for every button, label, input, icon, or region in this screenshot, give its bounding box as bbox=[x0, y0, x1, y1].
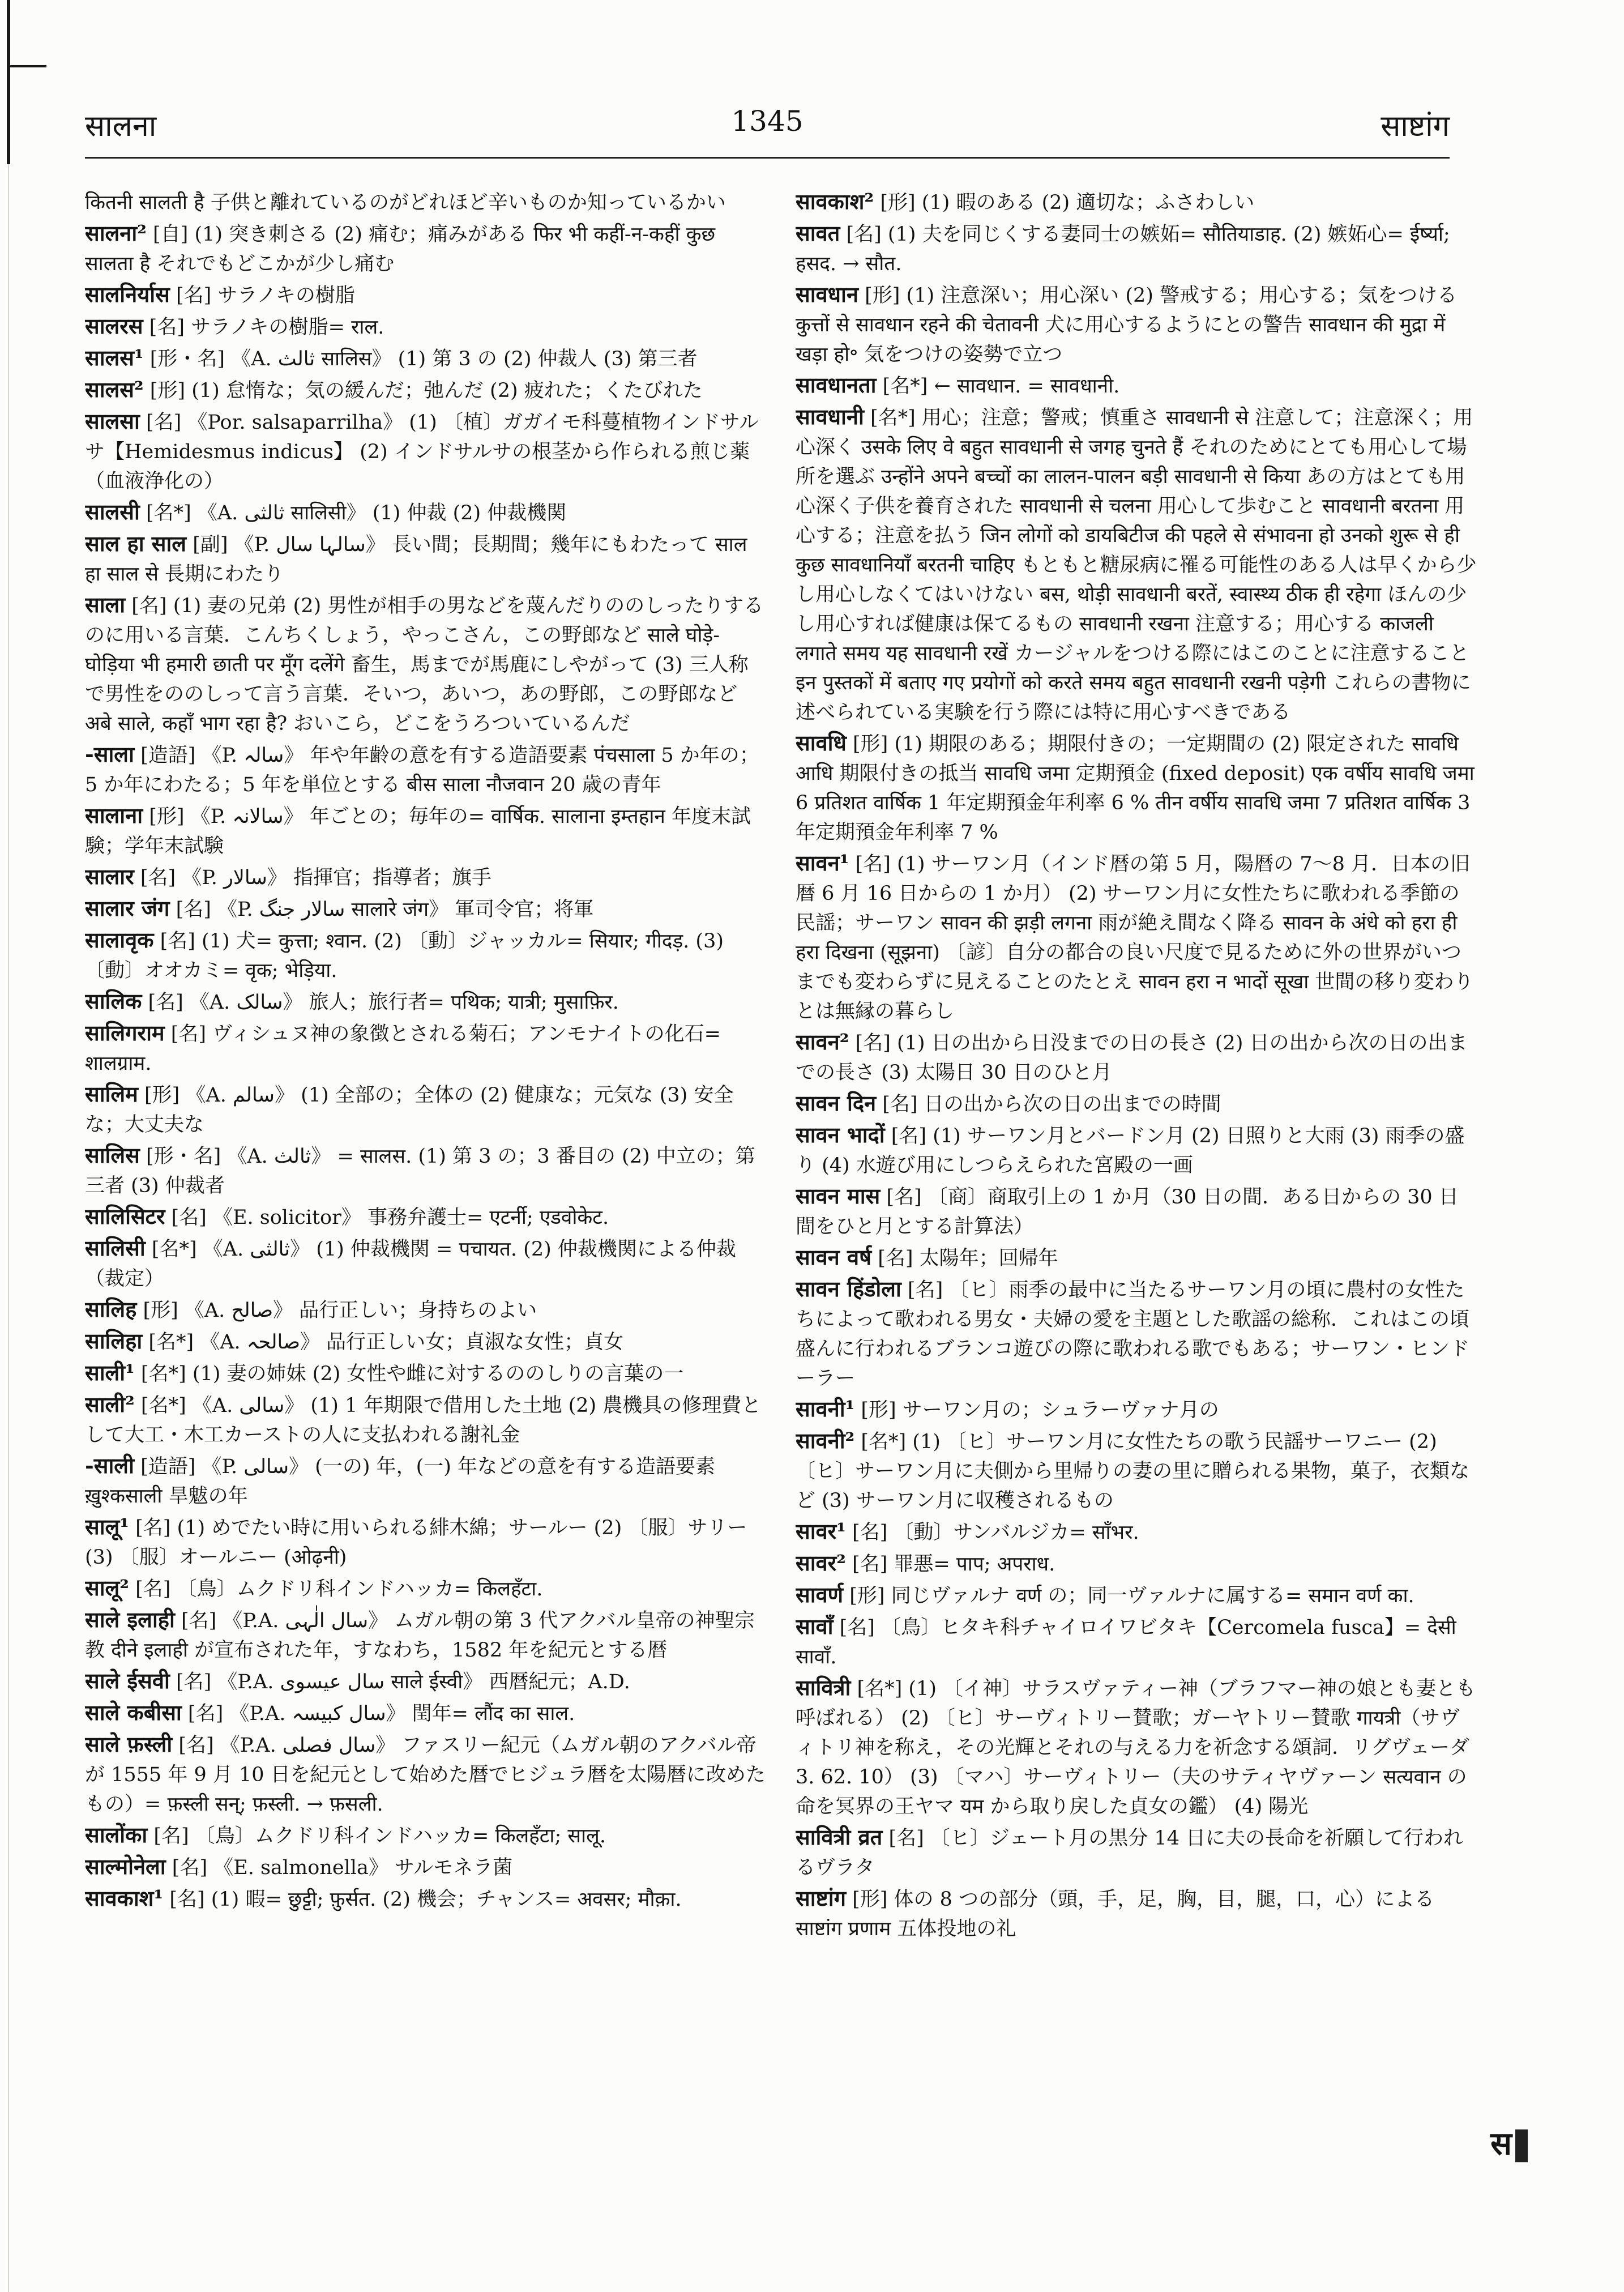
entry-headword: सावधान bbox=[796, 281, 858, 307]
dictionary-entry bbox=[85, 1730, 767, 1819]
entry-definition: [名] (1) サーワン月（インド暦の第 5 月，陽暦の 7〜8 月．日本の旧暦 6 月 16 日からの 1 か月） (2) サーワン月に女性たちに歌われる季節の民謡；サーワン सावन की झड़ी लगना 雨が絶え間なく降る सावन के अंधे को हरा ही हरा दिखना (सूझना) 〔諺〕自分の都合の良い尺度で見るために外の世界がいつまでも変わらずに見えることのたとえ सावन हरा न भादों सूखा 世間の移り変わりとは無縁の暮らし bbox=[796, 853, 1474, 1023]
entry-headword: साले इलाही bbox=[85, 1607, 175, 1632]
entry-headword: सावन दिन bbox=[796, 1090, 877, 1116]
entry-definition: [名*] 《A. ثالثی》 (1) 仲裁機関 = पचायत. (2) 仲裁機関による仲裁（裁定） bbox=[85, 1238, 736, 1290]
dictionary-entry bbox=[85, 1451, 767, 1511]
entry-headword: सावर² bbox=[796, 1550, 846, 1576]
dictionary-entry bbox=[796, 280, 1478, 369]
entry-definition: [名] (1) 日の出から日没までの日の長さ (2) 日の出から次の日の出までの長さ (3) 太陽日 30 日のひと月 bbox=[796, 1032, 1468, 1084]
dictionary-entry bbox=[85, 529, 767, 589]
entry-headword: सावनी² bbox=[796, 1428, 855, 1453]
entry-headword: सावकाश¹ bbox=[85, 1885, 164, 1911]
dictionary-entry bbox=[85, 1326, 767, 1357]
entry-headword: सालोंका bbox=[85, 1822, 148, 1847]
entry-headword: साला bbox=[85, 592, 126, 617]
entry-headword: साली¹ bbox=[85, 1360, 135, 1385]
dictionary-entry bbox=[85, 1358, 767, 1389]
dictionary-entry bbox=[796, 1089, 1478, 1119]
entry-headword: सालरस bbox=[85, 313, 143, 339]
entry-definition: [名] 太陽年；回帰年 bbox=[878, 1247, 1058, 1270]
entry-headword: सावाँ bbox=[796, 1614, 834, 1639]
entry-headword: सालावृक bbox=[85, 927, 154, 953]
entry-definition: [名] 《P.A. سال کبیسہ》 閏年= लौंद का साल. bbox=[187, 1702, 575, 1725]
entry-definition: [形・名] 《A. ثالث》 = सालस. (1) 第 3 の；3 番目の (2) 中立の；第三者 (3) 仲裁者 bbox=[85, 1145, 755, 1197]
dictionary-entry bbox=[85, 801, 767, 861]
entry-headword: सालिह bbox=[85, 1296, 137, 1322]
entry-headword: सावकाश² bbox=[796, 189, 874, 214]
dictionary-entry bbox=[85, 1512, 767, 1572]
dictionary-entry bbox=[796, 1548, 1478, 1579]
entry-definition: [自] (1) 突き刺さる (2) 痛む；痛みがある फिर भी कहीं-न-कहीं कुछ सालता है それでもどこかが少し痛む bbox=[85, 223, 716, 275]
entry-definition: [名*] 《A. صالحہ》 品行正しい女；貞淑な女性；貞女 bbox=[148, 1331, 624, 1354]
entry-headword: सालनिर्यास bbox=[85, 281, 170, 307]
entry-definition: [名] (1) サーワン月とバードン月 (2) 日照りと大雨 (3) 雨季の盛り (4) 水遊び用にしつらえられた宮殿の一画 bbox=[796, 1125, 1465, 1177]
entry-headword: सावन¹ bbox=[796, 850, 849, 876]
dictionary-entry bbox=[85, 1666, 767, 1697]
entry-definition: [名*] 《A. ثالثی सालिसी》 (1) 仲裁 (2) 仲裁機関 bbox=[146, 502, 567, 524]
scan-tick-mark bbox=[7, 65, 46, 67]
entry-headword: सालिस bbox=[85, 1142, 140, 1168]
entry-definition: [名] 日の出から次の日の出までの時間 bbox=[882, 1093, 1221, 1116]
entry-definition: [名] 〔動〕サンバルジカ= साँभर. bbox=[852, 1521, 1139, 1544]
entry-definition: [名] 《E. salmonella》 サルモネラ菌 bbox=[172, 1856, 513, 1879]
entry-definition: [名*] 用心；注意；警戒；慎重さ सावधानी से 注意して；注意深く；用心深く उसके लिए वे बहुत सावधानी से जगह चुनते हैं それのためにとても用心して場所を選ぶ उन्होंने अपने बच्चों का लालन-पालन बड़ी सावधानी से किया あの方はとても用心深く子供を養育された सावधानी से चलना 用心して歩むこと सावधानी बरतना 用心する；注意を払う जिन लोगों को डायबिटीज की पहले से संभावना हो उनको शुरू से ही कुछ सावधानियाँ बरतनी चाहिए もともと糖尿病に罹る可能性のある人は早くから少し用心しなくてはいけない बस, थोड़ी सावधानी बरतें, स्वास्थ्य ठीक ही रहेगा ほんの少し用心すれば健康は保てるもの सावधानी रखना 注意する；用心する काजली लगाते समय यह सावधानी रखें カージャルをつける際にはこのことに注意すること इन पुस्तकों में बताए गए प्रयोगों को करते समय बहुत सावधानी रखनी पड़ेगी これらの書物に述べられている実験を行う際には特に用心すべきである bbox=[796, 407, 1477, 724]
entry-definition: [形] 体の 8 つの部分（頭，手，足，胸，目，腿，口，心）による साष्टांग प्रणाम 五体投地の礼 bbox=[796, 1888, 1435, 1940]
dictionary-entry bbox=[796, 1181, 1478, 1241]
entry-headword: सावधानी bbox=[796, 404, 864, 429]
entry-headword: सालिगराम bbox=[85, 1020, 165, 1045]
entry-definition: [副] 《P. سالہا سال》 長い間；長期間；幾年にもわたって साल हा साल से 長期にわたり bbox=[85, 533, 747, 586]
dictionary-entry bbox=[796, 728, 1478, 847]
entry-headword: सावन मास bbox=[796, 1183, 881, 1209]
entry-definition: [名] 〔鳥〕ムクドリ科インドハッカ= किलहँटा. bbox=[135, 1578, 543, 1600]
entry-definition: [形] 同じヴァルナ वर्ण の；同一ヴァルナに属する= समान वर्ण का. bbox=[849, 1585, 1414, 1607]
entry-headword: सालार bbox=[85, 864, 134, 889]
dictionary-entry bbox=[796, 1580, 1478, 1611]
entry-headword: सालाना bbox=[85, 803, 143, 828]
entry-definition: [名] ヴィシュヌ神の象徴とされる菊石；アンモナイトの化石= शालग्राम. bbox=[85, 1023, 721, 1075]
dictionary-entry bbox=[796, 187, 1478, 217]
dictionary-entry bbox=[85, 1079, 767, 1139]
entry-definition: [名] 〔鳥〕ムクドリ科インドハッカ= किलहँटा; सालू. bbox=[153, 1825, 606, 1847]
dictionary-entry bbox=[85, 925, 767, 985]
dictionary-entry bbox=[796, 848, 1478, 1026]
dictionary-entry bbox=[796, 219, 1478, 279]
dictionary-entry bbox=[85, 1202, 767, 1232]
entry-headword: साली² bbox=[85, 1392, 135, 1417]
entry-definition: [名] 《A. سالک》 旅人；旅行者= पथिक; यात्री; मुसाफ़िर. bbox=[148, 991, 619, 1014]
page-number: 1345 bbox=[731, 105, 804, 138]
dictionary-entry bbox=[85, 1141, 767, 1201]
entry-definition: [名] 〔ヒ〕雨季の最中に当たるサーワン月の頃に農村の女性たちによって歌われる男女・夫婦の愛を主題とした歌謡の総称．これはこの頃盛んに行われるブランコ遊びの際に歌われる歌でもある；サーワン・ヒンドーラー bbox=[796, 1279, 1470, 1390]
entry-headword: सालिक bbox=[85, 988, 142, 1014]
entry-definition: [名] 《P. سالار جنگ सालारे जंग》 軍司令官；将軍 bbox=[176, 898, 594, 921]
header-last-word: साष्टांग bbox=[1381, 109, 1450, 143]
dictionary-entry bbox=[85, 1573, 767, 1604]
entry-definition: [形] 《A. صالح》 品行正しい；身持ちのよい bbox=[143, 1299, 537, 1322]
dictionary-entry bbox=[796, 1884, 1478, 1944]
dictionary-entry bbox=[85, 1234, 767, 1294]
dictionary-entry bbox=[85, 590, 767, 739]
entry-definition: [名] サラノキの樹脂 bbox=[176, 284, 355, 307]
dictionary-entry bbox=[796, 1426, 1478, 1516]
entry-definition: [形] (1) 期限のある；期限付きの；一定期間の (2) 限定された सावधि आधि 期限付きの抵当 सावधि जमा 定期預金 (fixed deposit) एक वर्षीय सावधि जमा 6 प्रतिशत वार्षिक 1 年定期預金年利率 6 % तीन वर्षीय सावधि जमा 7 प्रतिशत वार्षिक 3 年定期預金年利率 7 % bbox=[796, 733, 1475, 844]
entry-definition: [名] (1) 夫を同じくする妻同士の嫉妬= सौतियाडाह. (2) 嫉妬心= ईर्ष्या; हसद. → सौत. bbox=[796, 223, 1450, 275]
dictionary-entry bbox=[796, 1673, 1478, 1821]
entry-headword: सालिम bbox=[85, 1081, 138, 1107]
entry-headword: साले फ़स्ली bbox=[85, 1731, 173, 1757]
entry-headword: सावधि bbox=[796, 730, 847, 756]
entry-definition: [形] (1) 怠惰な；気の緩んだ；弛んだ (2) 疲れた；くたびれた bbox=[149, 379, 703, 402]
dictionary-entry bbox=[796, 370, 1478, 401]
entry-definition: [名] 〔鳥〕ヒタキ科チャイロイワビタキ【Cercomela fusca】= देसी सावाँ. bbox=[796, 1616, 1456, 1668]
entry-headword: सावर¹ bbox=[796, 1518, 846, 1544]
entry-headword: सावित्री व्रत bbox=[796, 1824, 883, 1850]
entry-definition: [名] 《P.A. سال فصلی》 ファスリー紀元（ムガル朝のアクバル帝が 1555 年 9 月 10 日を紀元として始めた暦でヒジュラ暦を太陽暦に改めたもの）= फ़स्ली सन्; फ़स्ली. → फ़सली. bbox=[85, 1734, 766, 1816]
entry-headword: साल्मोनेला bbox=[85, 1854, 166, 1879]
right-column bbox=[796, 187, 1478, 2237]
dictionary-entry bbox=[85, 1852, 767, 1883]
entry-definition: [名] 〔商〕商取引上の 1 か月（30 日の間．ある日からの 30 日間をひと月とする計算法） bbox=[796, 1186, 1459, 1238]
dictionary-entry bbox=[796, 1274, 1478, 1393]
dictionary-entry bbox=[85, 187, 767, 217]
dictionary-entry bbox=[85, 1295, 767, 1325]
running-header bbox=[85, 105, 1450, 150]
entry-headword: सालसा bbox=[85, 408, 140, 434]
entry-headword: सालना² bbox=[85, 220, 147, 246]
entry-headword: सालस¹ bbox=[85, 345, 144, 370]
thumb-index-tab bbox=[1515, 2129, 1528, 2162]
dictionary-entry bbox=[796, 1120, 1478, 1180]
entry-definition: [形] 《P. سالانہ》 年ごとの；毎年の= वार्षिक. सालाना इम्तहान 年度末試験；学年末試験 bbox=[85, 805, 751, 857]
dictionary-entry bbox=[796, 402, 1478, 727]
entry-definition: [造語] 《P. سالی》 (一の) 年，(一) 年などの意を有する造語要素 ख़ुश्कसाली 旱魃の年 bbox=[85, 1456, 716, 1508]
entry-headword: सालिसी bbox=[85, 1235, 146, 1261]
entry-definition: [名*] (1) 〔イ神〕サラスヴァティー神（ブラフマー神の娘とも妻とも呼ばれる） (2) 〔ヒ〕サーヴィトリー賛歌；ガーヤトリー賛歌 गायत्री（サヴィトリ神を称え，その光輝とそれの与える力を祈念する頌詞．リグヴェーダ 3. 62. 10） (3) 〔マハ〕サーヴィトリー（夫のサティヤヴァーン सत्यवान の命を冥界の王ヤマ यम から取り戻した貞女の鑑） (4) 陽光 bbox=[796, 1678, 1476, 1818]
entry-headword: साले कबीसा bbox=[85, 1700, 182, 1725]
entry-headword: सालस² bbox=[85, 377, 144, 402]
entry-definition: [名*] ← सावधान. = सावधानी. bbox=[882, 375, 1120, 398]
entry-definition: [名] (1) 犬= कुत्ता; श्वान. (2) 〔動〕ジャッカル= सियार; गीदड़. (3) 〔動〕オオカミ= वृक; भेड़िया. bbox=[85, 930, 724, 982]
entry-definition: [名] 《P. سالار》 指揮官；指導者；旗手 bbox=[140, 867, 492, 889]
entry-definition: [名] 《Por. salsaparrilha》 (1) 〔植〕ガガイモ科蔓植物インドサルサ【Hemidesmus indicus】 (2) インドサルサの根茎から作られる煎じ薬（血液浄化の） bbox=[85, 411, 759, 493]
entry-definition: [名*] (1) 〔ヒ〕サーワン月に女性たちの歌う民謡サーワニー (2) 〔ヒ〕サーワン月に夫側から里帰りの妻の里に贈られる果物，菓子，衣類など (3) サーワン月に収穫されるもの bbox=[796, 1431, 1470, 1512]
header-rule bbox=[85, 157, 1450, 159]
entry-headword: साले ईसवी bbox=[85, 1668, 170, 1693]
entry-headword: -साला bbox=[85, 741, 134, 767]
entry-headword: सावनी¹ bbox=[796, 1396, 855, 1422]
entry-headword: -साली bbox=[85, 1453, 134, 1478]
entry-headword: सावन² bbox=[796, 1029, 849, 1055]
dictionary-entry bbox=[796, 1822, 1478, 1883]
page-edge bbox=[8, 164, 9, 2292]
entry-definition: [名] 罪悪= पाप; अपराध. bbox=[852, 1553, 1055, 1576]
dictionary-entry bbox=[85, 1698, 767, 1728]
dictionary-entry bbox=[85, 375, 767, 406]
entry-definition: [形] (1) 注意深い；用心深い (2) 警戒する；用心する；気をつける कुत्तों से सावधान रहने की चेतावनी 犬に用心するようにとの警告 सावधान की मुद्रा में खड़ा हो॰ 気をつけの姿勢で立つ bbox=[796, 284, 1458, 366]
entry-definition: [名] 〔ヒ〕ジェート月の黒分 14 日に夫の長命を祈願して行われるヴラタ bbox=[796, 1827, 1464, 1879]
dictionary-entry bbox=[85, 1884, 767, 1914]
entry-headword: साष्टांग bbox=[796, 1885, 846, 1911]
entry-definition: [名] (1) めでたい時に用いられる緋木綿；サールー (2) 〔服〕サリー (3) 〔服〕オールニー (ओढ़नी) bbox=[85, 1517, 747, 1569]
left-column bbox=[85, 187, 767, 2237]
entry-headword: सावत bbox=[796, 220, 840, 246]
thumb-index bbox=[1490, 2121, 1528, 2164]
entry-headword: सावित्री bbox=[796, 1675, 851, 1700]
dictionary-entry bbox=[85, 407, 767, 496]
entry-headword: सालसी bbox=[85, 499, 140, 524]
entry-headword: सालिहा bbox=[85, 1328, 143, 1354]
entry-headword: सालू² bbox=[85, 1575, 129, 1600]
entry-headword: सालार जंग bbox=[85, 895, 170, 921]
dictionary-entry bbox=[85, 219, 767, 279]
dictionary-entry bbox=[85, 1390, 767, 1450]
entry-definition: कितनी सालती है 子供と離れているのがどれほど辛いものか知っているかい bbox=[85, 191, 726, 214]
dictionary-entry bbox=[796, 1394, 1478, 1425]
dictionary-entry bbox=[85, 894, 767, 924]
dictionary-entry bbox=[85, 740, 767, 800]
entry-definition: [名] 《P.A. سال الٰہی》 ムガル朝の第 3 代アクバル皇帝の神聖宗教 दीने इलाही が宣布された年，すなわち，1582 年を紀元とする暦 bbox=[85, 1610, 755, 1662]
entry-headword: सावन भादों bbox=[796, 1122, 885, 1147]
dictionary-entry bbox=[85, 1820, 767, 1851]
entry-definition: [形] 《A. سالم》 (1) 全部の；全体の (2) 健康な；元気な (3) 安全な；大丈夫な bbox=[85, 1084, 734, 1136]
entry-definition: [形・名] 《A. ثالث सालिस》 (1) 第 3 の (2) 仲裁人 (3) 第三者 bbox=[149, 348, 698, 370]
entry-definition: [造語] 《P. سالہ》 年や年齢の意を有する造語要素 पंचसाला 5 か年の；5 か年にわたる；5 年を単位とする बीस साला नौजवान 20 歳の青年 bbox=[85, 744, 759, 796]
entry-definition: [名*] (1) 妻の姉妹 (2) 女性や雌に対するののしりの言葉の一 bbox=[140, 1363, 684, 1385]
entry-headword: सावन वर्ष bbox=[796, 1244, 872, 1270]
entry-headword: सालिसिटर bbox=[85, 1203, 165, 1229]
dictionary-entry bbox=[85, 280, 767, 310]
entry-definition: [形] サーワン月の；シュラーヴァナ月の bbox=[861, 1399, 1219, 1422]
dictionary-entry bbox=[85, 862, 767, 893]
dictionary-entry bbox=[85, 1605, 767, 1665]
dictionary-entry bbox=[85, 311, 767, 342]
dictionary-entry bbox=[796, 1027, 1478, 1087]
entry-definition: [名] (1) 暇= छुट्टी; फ़ुर्सत. (2) 機会；チャンス= अवसर; मौक़ा. bbox=[169, 1888, 682, 1911]
dictionary-entry bbox=[796, 1243, 1478, 1273]
entry-definition: [名] (1) 妻の兄弟 (2) 男性が相手の男などを蔑んだりののしったりするのに用いる言葉．こんちくしょう，やっこさん，この野郎など साले घोड़े-घोड़िया भी हमारी छाती पर मूँग दलेंगे 畜生，馬までが馬鹿にしやがって (3) 三人称で男性をののしって言う言葉．そいつ，あいつ，あの野郎，この野郎など अबे साले, कहाँ भाग रहा है? おいこら，どこをうろついているんだ bbox=[85, 595, 764, 735]
dictionary-entry bbox=[85, 987, 767, 1017]
dictionary-entry bbox=[85, 497, 767, 528]
dictionary-entry bbox=[85, 343, 767, 374]
header-first-word: सालना bbox=[85, 109, 157, 143]
thumb-index-letter: स bbox=[1490, 2125, 1512, 2162]
entry-definition: [名*] 《A. سالی》 (1) 1 年期限で借用した土地 (2) 農機具の修理費として大工・木工カーストの人に支払われる謝礼金 bbox=[85, 1394, 762, 1446]
scan-edge-mark bbox=[7, 0, 10, 164]
entry-definition: [名] サラノキの樹脂= राल. bbox=[149, 316, 384, 339]
entry-headword: सावर्ण bbox=[796, 1582, 844, 1607]
entry-headword: साल हा साल bbox=[85, 531, 187, 556]
entry-headword: सालू¹ bbox=[85, 1514, 129, 1539]
entry-definition: [名] 《E. solicitor》 事務弁護士= एटर्नी; एडवोकेट. bbox=[171, 1206, 609, 1229]
dictionary-entry bbox=[85, 1018, 767, 1078]
entry-definition: [形] (1) 暇のある (2) 適切な；ふさわしい bbox=[880, 191, 1255, 214]
dictionary-entry bbox=[796, 1612, 1478, 1672]
dictionary-entry bbox=[796, 1517, 1478, 1547]
entry-headword: सावधानता bbox=[796, 372, 877, 398]
entry-definition: [名] 《P.A. سال عیسوی साले ईस्वी》 西暦紀元；A.D. bbox=[176, 1671, 630, 1693]
entry-headword: सावन हिंडोला bbox=[796, 1276, 901, 1301]
